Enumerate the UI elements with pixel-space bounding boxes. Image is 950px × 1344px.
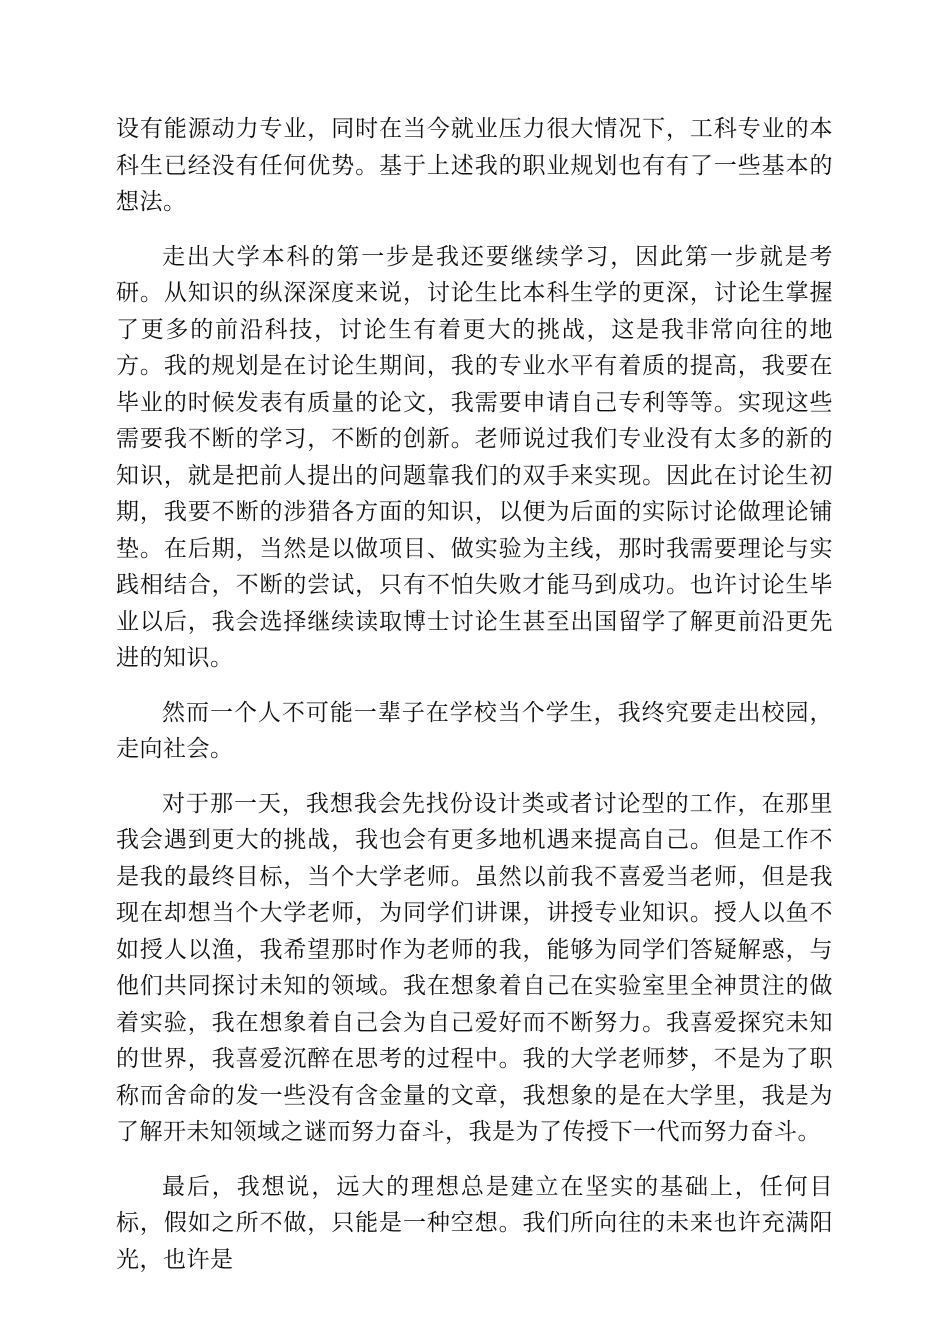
paragraph-conclusion: 最后，我想说，远大的理想总是建立在坚实的基础上，任何目标，假如之所不做，只能是一种空想。我们所向往的未来也许充满阳光，也许是 — [116, 1173, 833, 1273]
paragraph-continuation: 设有能源动力专业，同时在当今就业压力很大情况下，工科专业的本科生已经没有任何优势。基于上述我的职业规划也有有了一些基本的想法。 — [116, 116, 833, 215]
paragraph-leave-school: 然而一个人不可能一辈子在学校当个学生，我终究要走出校园，走向社会。 — [116, 699, 833, 762]
document-page — [116, 111, 833, 1296]
paragraph-career-goal: 对于那一天，我想我会先找份设计类或者讨论型的工作，在那里我会遇到更大的挑战，我也会有更多地机遇来提高自己。但是工作不是我的最终目标，当个大学老师。虽然以前我不喜爱当老师，但是我现在却想当个大学老师，为同学们讲课，讲授专业知识。授人以鱼不如授人以渔，我希望那时作为老师的我，能够为同学们答疑解惑，与他们共同探讨未知的领域。我在想象着自己在实验室里全神贯注的做着实验，我在想象着自己会为自己爱好而不断努力。我喜爱探究未知的世界，我喜爱沉醉在思考的过程中。我的大学老师梦，不是为了职称而舍命的发一些没有含金量的文章，我想象的是在大学里，我是为了解开未知领域之谜而努力奋斗，我是为了传授下一代而努力奋斗。 — [116, 790, 833, 1145]
paragraph-graduate-study: 走出大学本科的第一步是我还要继续学习，因此第一步就是考研。从知识的纵深深度来说，讨论生比本科生学的更深，讨论生掌握了更多的前沿科技，讨论生有着更大的挑战，这是我非常向往的地方。我的规划是在讨论生期间，我的专业水平有着质的提高，我要在毕业的时候发表有质量的论文，我需要申请自己专利等等。实现这些需要我不断的学习，不断的创新。老师说过我们专业没有太多的新的知识，就是把前人提出的问题靠我们的双手来实现。因此在讨论生初期，我要不断的涉猎各方面的知识，以便为后面的实际讨论做理论铺垫。在后期，当然是以做项目、做实验为主线，那时我需要理论与实践相结合，不断的尝试，只有不怕失败才能马到成功。也许讨论生毕业以后，我会选择继续读取博士讨论生甚至出国留学了解更前沿更先进的知识。 — [116, 243, 833, 671]
